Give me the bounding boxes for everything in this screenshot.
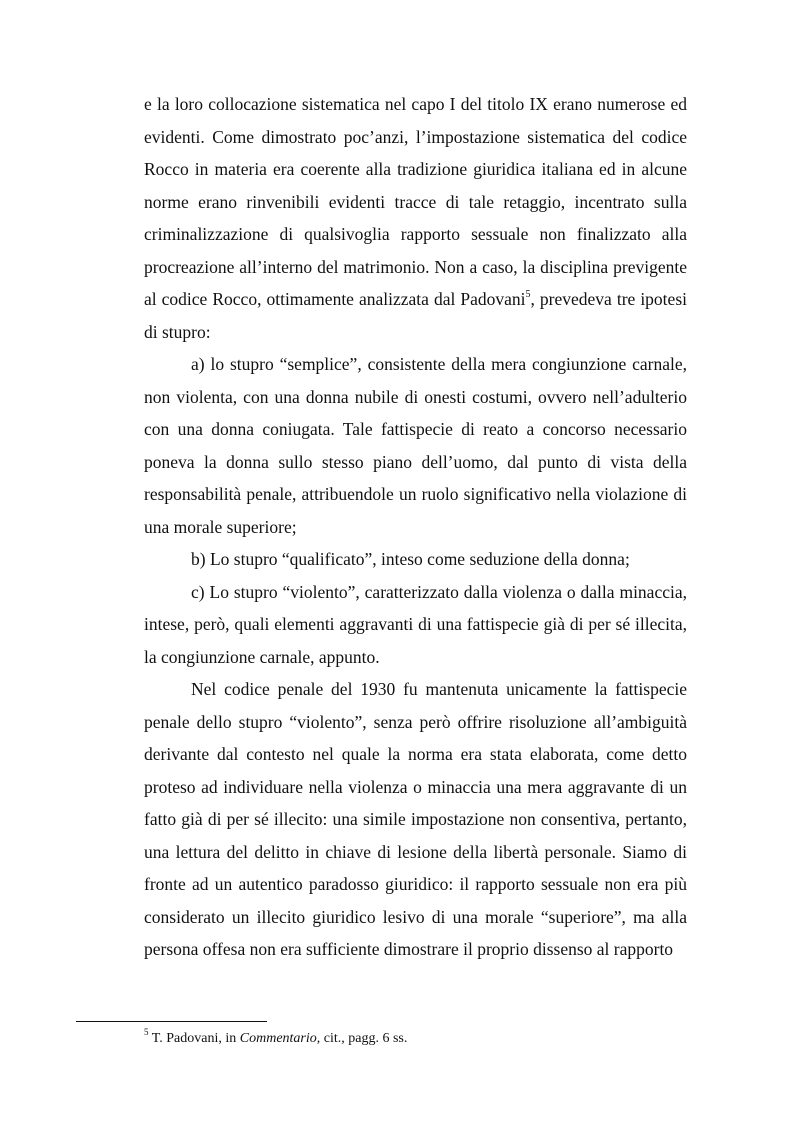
- list-item-a: a) lo stupro “semplice”, consistente della mera congiunzione carnale, non violenta, con una donna nubile di onesti costumi, ovvero nell’adulterio con una donna coniugata. Tale fattispecie di reato a concorso necessario poneva la donna sullo stesso piano dell’uomo, dal punto di vista della responsabilità penale, attribuendole un ruolo significativo nella violazione di una morale superiore;: [144, 354, 687, 537]
- paragraph-intro-tail: , prevedeva tre ipotesi di stupro:: [144, 289, 687, 342]
- list-item-c: c) Lo stupro “violento”, caratterizzato dalla violenza o dalla minaccia, intese, però, quali elementi aggravanti di una fattispecie già di per sé illecita, la congiunzione carnale, appunto.: [144, 581, 687, 667]
- footnote-ref: 5: [525, 289, 531, 301]
- footnote-suffix: , cit., pagg. 6 ss.: [316, 1031, 408, 1046]
- paragraph-intro-text: e la loro collocazione sistematica nel capo I del titolo IX erano numerose ed evidenti. Come dimostrato poc’anzi, l’impostazione sistematica del codice Rocco in materia era coerente alla tradizione giuridica italiana ed in alcune norme erano rinvenibili evidenti tracce di tale retaggio, incentrato sulla criminalizzazione di qualsivoglia rapporto sessuale non finalizzato alla procreazione all’interno del matrimonio. Non a caso, la disciplina previgente al codice Rocco, ottimamente analizzata dal Padovani: [144, 94, 687, 309]
- paragraph-codice-1930: Nel codice penale del 1930 fu mantenuta unicamente la fattispecie penale dello stupro “violento”, senza però offrire risoluzione all’ambiguità derivante dal contesto nel quale la norma era stata elaborata, come detto proteso ad individuare nella violenza o minaccia una mera aggravante di un fatto già di per sé illecito: una simile impostazione non consentiva, pertanto, una lettura del delitto in chiave di lesione della libertà personale. Siamo di fronte ad un autentico paradosso giuridico: il rapporto sessuale non era più considerato un illecito giuridico lesivo di una morale “superiore”, ma alla persona offesa non era sufficiente dimostrare il proprio dissenso al rapporto: [144, 679, 687, 959]
- paragraph-intro: [144, 88, 687, 348]
- footnote-number: 5: [144, 1027, 149, 1038]
- footnote-work-title: Commentario: [239, 1031, 317, 1046]
- body-text: [144, 88, 687, 966]
- footnote-separator: [76, 1021, 267, 1022]
- list-item-b: b) Lo stupro “qualificato”, inteso come seduzione della donna;: [191, 549, 630, 569]
- footnote: [144, 1027, 704, 1048]
- footnote-prefix: T. Padovani, in: [148, 1031, 240, 1046]
